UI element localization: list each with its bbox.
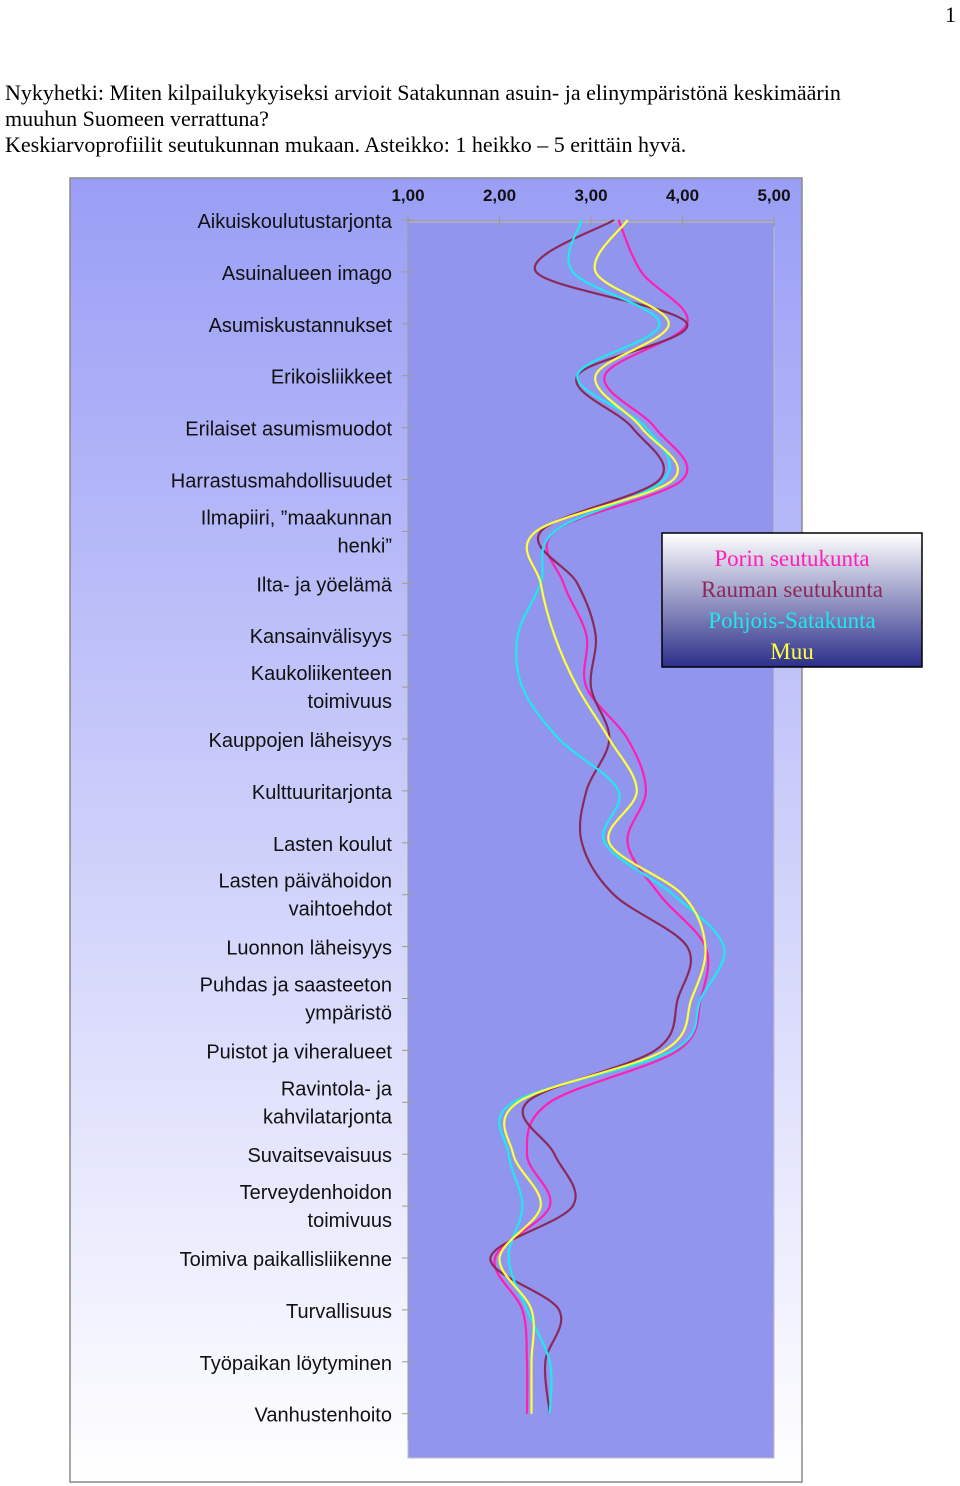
category-label: Lasten päivähoidon bbox=[218, 870, 392, 893]
intro-line-1: Nykyhetki: Miten kilpailukykyiseksi arvioit Satakunnan asuin- ja elinympäristönä keskimäärin bbox=[5, 80, 841, 105]
category-label: Toimiva paikallisliikenne bbox=[179, 1249, 392, 1271]
category-label: Kansainvälisyys bbox=[249, 626, 392, 649]
legend-entry-0: Porin seutukunta bbox=[714, 546, 870, 571]
category-label: Työpaikan löytyminen bbox=[199, 1352, 392, 1375]
category-label: Kulttuuritarjonta bbox=[251, 781, 392, 804]
category-label: Ilta- ja yöelämä bbox=[256, 574, 392, 597]
category-label: vaihtoehdot bbox=[288, 898, 392, 921]
category-label: Kaukoliikenteen bbox=[250, 663, 392, 686]
category-label: toimivuus bbox=[307, 1210, 392, 1233]
page-number: 1 bbox=[945, 2, 956, 27]
x-tick-label: 4,00 bbox=[665, 186, 700, 205]
legend-entry-3: Muu bbox=[770, 639, 814, 664]
category-label: Puistot ja viheralueet bbox=[206, 1041, 392, 1064]
category-label: Puhdas ja saasteeton bbox=[199, 974, 392, 997]
intro-line-2: muuhun Suomeen verrattuna? bbox=[5, 106, 269, 131]
category-label: Kauppojen läheisyys bbox=[208, 730, 392, 752]
x-tick-label: 5,00 bbox=[757, 186, 791, 205]
category-label: Lasten koulut bbox=[273, 833, 392, 856]
category-label: Luonnon läheisyys bbox=[226, 937, 392, 960]
plot-area bbox=[408, 222, 774, 1458]
category-label: Aikuiskoulutustarjonta bbox=[197, 211, 392, 233]
category-label: kahvilatarjonta bbox=[263, 1106, 392, 1129]
category-label: Terveydenhoidon bbox=[239, 1182, 392, 1205]
legend-entry-1: Rauman seutukunta bbox=[700, 577, 884, 602]
category-label: Erikoisliikkeet bbox=[270, 366, 392, 389]
x-tick-label: 3,00 bbox=[574, 186, 608, 205]
x-tick-label: 2,00 bbox=[482, 186, 517, 205]
intro-line-3: Keskiarvoprofiilit seutukunnan mukaan. Asteikko: 1 heikko – 5 erittäin hyvä. bbox=[5, 132, 687, 157]
category-label: Ilmapiiri, ”maakunnan bbox=[200, 507, 392, 530]
category-label: henki” bbox=[337, 535, 392, 558]
category-label: Ravintola- ja bbox=[280, 1078, 392, 1101]
legend-entry-2: Pohjois-Satakunta bbox=[708, 608, 876, 633]
category-label: Harrastusmahdollisuudet bbox=[170, 470, 392, 493]
category-label: Vanhustenhoito bbox=[254, 1404, 392, 1427]
x-tick-label: 1,00 bbox=[391, 186, 425, 205]
category-label: Turvallisuus bbox=[286, 1300, 392, 1323]
category-label: Suvaitsevaisuus bbox=[247, 1145, 392, 1168]
category-label: Asumiskustannukset bbox=[208, 314, 392, 337]
category-label: toimivuus bbox=[307, 691, 392, 714]
category-label: Asuinalueen imago bbox=[221, 262, 392, 285]
category-label: ympäristö bbox=[305, 1002, 392, 1025]
category-label: Erilaiset asumismuodot bbox=[185, 418, 392, 441]
